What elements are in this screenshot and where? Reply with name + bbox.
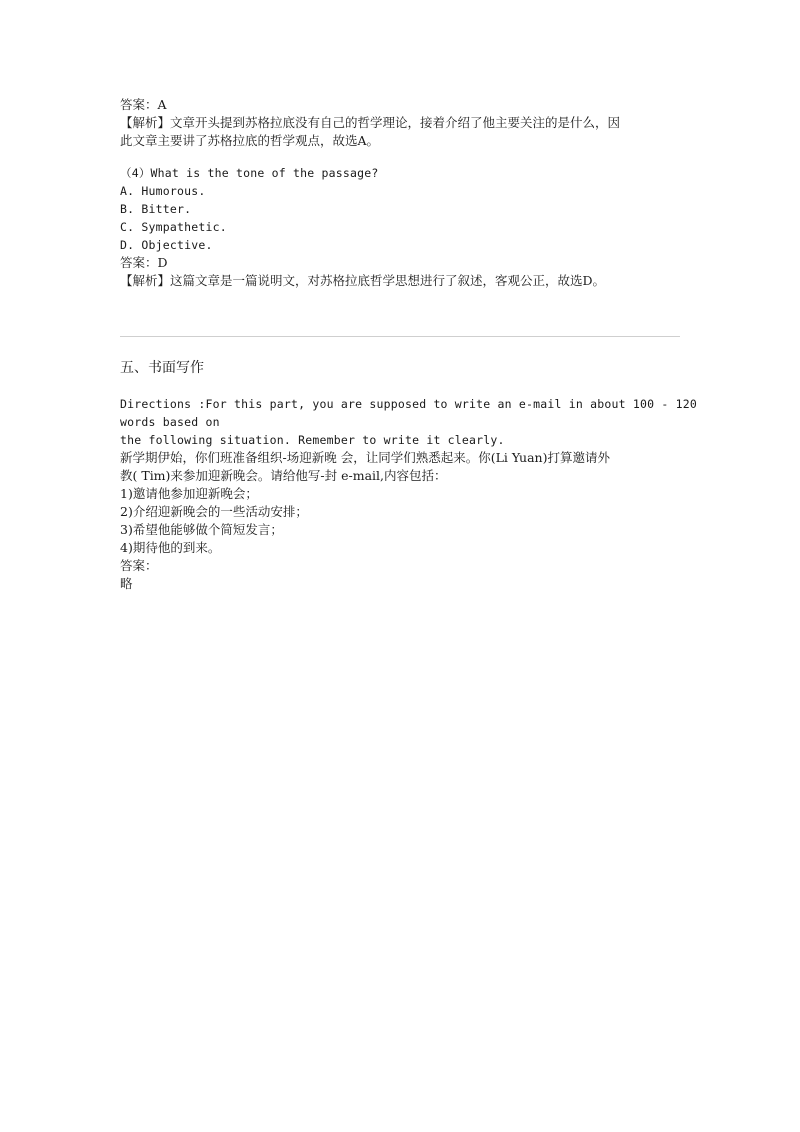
- option-b: B. Bitter.: [120, 202, 192, 216]
- writing-task-block: [120, 395, 698, 593]
- option-d: D. Objective.: [120, 238, 213, 252]
- option-a: A. Humorous.: [120, 184, 206, 198]
- situation-line-2: 教( Tim)来参加迎新晚会。请给他写-封 e-mail,内容包括：: [120, 468, 447, 483]
- question-4: （4）What is the tone of the passage?: [120, 166, 379, 180]
- directions-line-3: the following situation. Remember to write it clearly.: [120, 433, 505, 447]
- question-block-part1: [120, 96, 680, 290]
- section-heading: 五、书面写作: [120, 360, 204, 376]
- answer-text: 略: [120, 576, 133, 591]
- analysis-3-line-1: 【解析】文章开头提到苏格拉底没有自己的哲学理论，接着介绍了他主要关注的是什么，因: [120, 115, 621, 130]
- section-divider: [120, 336, 680, 337]
- content-point-3: 3)希望他能够做个简短发言；: [120, 522, 283, 537]
- answer-3: 答案：A: [120, 97, 167, 112]
- situation-line-1: 新学期伊始，你们班准备组织-场迎新晚 会，让同学们熟悉起来。你(Li Yuan)打算邀请外: [120, 450, 610, 465]
- content-point-4: 4)期待他的到来。: [120, 540, 221, 555]
- answer-label: 答案：: [120, 558, 158, 573]
- analysis-4: 【解析】这篇文章是一篇说明文，对苏格拉底哲学思想进行了叙述，客观公正，故选D。: [120, 273, 606, 288]
- directions-line-1: Directions :For this part, you are supposed to write an e-mail in about 100 - 120: [120, 397, 698, 411]
- directions-line-2: words based on: [120, 415, 220, 429]
- answer-4: 答案：D: [120, 255, 168, 270]
- content-point-1: 1)邀请他参加迎新晚会；: [120, 486, 258, 501]
- option-c: C. Sympathetic.: [120, 220, 227, 234]
- content-point-2: 2)介绍迎新晚会的一些活动安排；: [120, 504, 308, 519]
- analysis-3-line-2: 此文章主要讲了苏格拉底的哲学观点，故选A。: [120, 133, 380, 148]
